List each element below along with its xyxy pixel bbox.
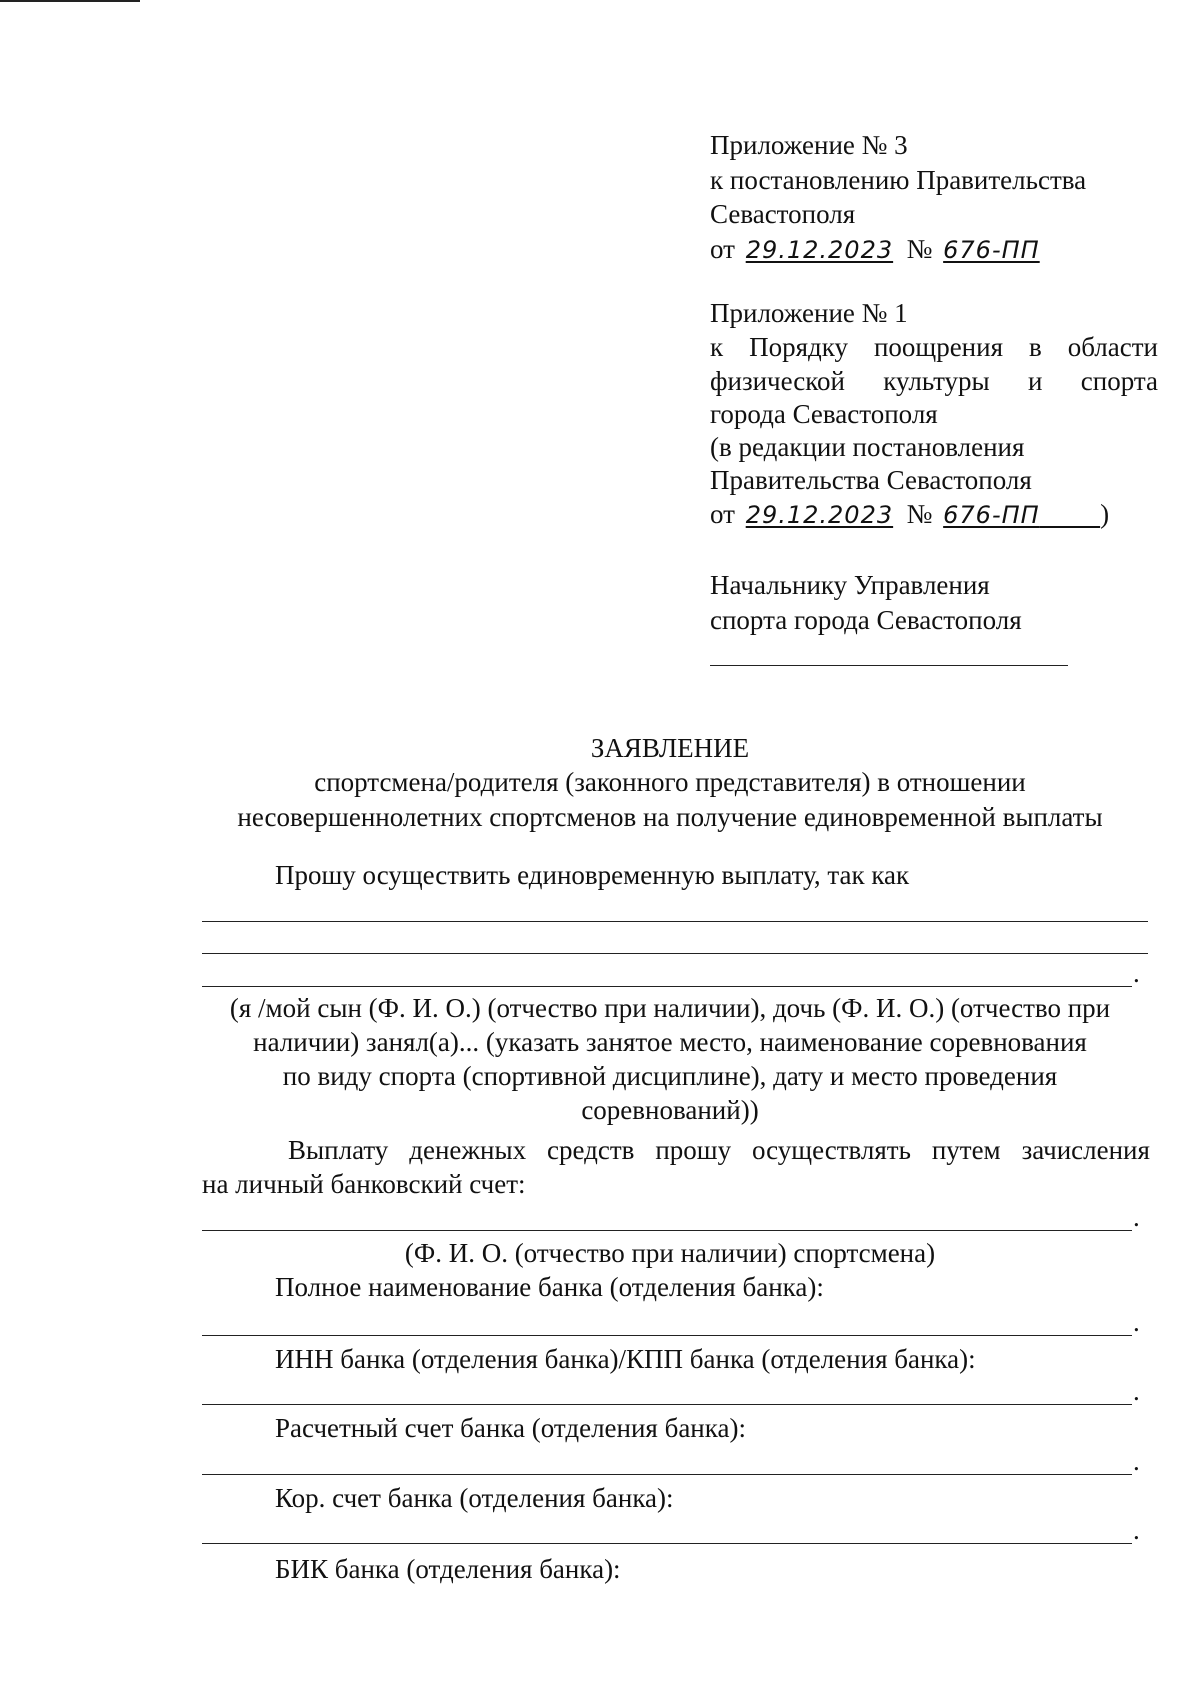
appendix3-date-line <box>710 232 1040 267</box>
appendix3-line3: Севастополя <box>710 199 856 229</box>
date-prefix: от <box>710 234 735 264</box>
bank-account-label: Расчетный счет банка (отделения банка): <box>275 1413 746 1443</box>
payment-line-1 <box>288 1133 1150 1167</box>
handwritten-number: 676-ПП <box>943 501 1040 529</box>
word: и <box>1028 366 1043 396</box>
note-line-3: по виду спорта (спортивной дисциплине), дату и место проведения <box>282 1061 1058 1091</box>
word: области <box>1067 332 1158 362</box>
blank-line <box>202 1230 1132 1231</box>
blank-line <box>202 986 1132 987</box>
blank-line <box>202 1335 1132 1336</box>
underline-fill <box>1040 501 1100 529</box>
appendix1-date-line <box>710 497 1109 532</box>
bank-inn-label: ИНН банка (отделения банка)/КПП банка (отделения банка): <box>275 1344 976 1374</box>
appendix3-title: Приложение № 3 <box>710 130 908 160</box>
note-line-2: наличии) занял(а)... (указать занятое место, наименование соревнования <box>253 1027 1087 1057</box>
blank-line <box>202 1404 1132 1405</box>
note-line-4: соревнований)) <box>581 1095 759 1125</box>
addressee-line1: Начальнику Управления <box>710 570 990 600</box>
request-text: Прошу осуществить единовременную выплату, так как <box>275 860 910 890</box>
line-period: . <box>1133 1202 1140 1232</box>
word: путем <box>931 1135 1001 1165</box>
doc-subtitle-2: несовершеннолетних спортсменов на получение единовременной выплаты <box>237 802 1103 832</box>
addressee-line2: спорта города Севастополя <box>710 605 1022 635</box>
close-paren: ) <box>1100 499 1110 529</box>
appendix1-line6: Правительства Севастополя <box>710 465 1032 495</box>
appendix3-line2: к постановлению Правительства <box>710 165 1087 195</box>
word: средств <box>547 1135 635 1165</box>
word: спорта <box>1080 366 1158 396</box>
word: прошу <box>655 1135 732 1165</box>
appendix1-line4: города Севастополя <box>710 399 938 429</box>
number-prefix: № <box>906 234 933 264</box>
word: к <box>710 332 724 362</box>
handwritten-date: 29.12.2023 <box>745 236 894 264</box>
addressee-blank-line <box>710 665 1068 666</box>
appendix1-line2 <box>710 330 1158 364</box>
bank-bik-label: БИК банка (отделения банка): <box>275 1554 621 1584</box>
word: Порядку <box>749 332 848 362</box>
word: денежных <box>409 1135 527 1165</box>
bank-name-label: Полное наименование банка (отделения банка): <box>275 1272 824 1302</box>
word: в <box>1028 332 1042 362</box>
word: культуры <box>883 366 990 396</box>
word: Выплату <box>288 1135 389 1165</box>
doc-title: ЗАЯВЛЕНИЕ <box>590 733 750 763</box>
line-period: . <box>1133 1446 1140 1476</box>
appendix1-line5: (в редакции постановления <box>710 432 1025 462</box>
word: физической <box>710 366 845 396</box>
appendix1-title: Приложение № 1 <box>710 298 908 328</box>
note-line-1: (я /мой сын (Ф. И. О.) (отчество при наличии), дочь (Ф. И. О.) (отчество при <box>229 993 1111 1023</box>
blank-line <box>202 953 1148 954</box>
fio-caption: (Ф. И. О. (отчество при наличии) спортсмена) <box>404 1238 936 1268</box>
date-prefix: от <box>710 499 735 529</box>
appendix1-line3 <box>710 364 1158 398</box>
blank-line <box>202 921 1148 922</box>
bank-corr-label: Кор. счет банка (отделения банка): <box>275 1483 674 1513</box>
blank-line <box>202 1543 1132 1544</box>
payment-line-2: на личный банковский счет: <box>202 1169 526 1199</box>
handwritten-number: 676-ПП <box>943 236 1040 264</box>
blank-line <box>202 1474 1132 1475</box>
word: осуществлять <box>751 1135 911 1165</box>
handwritten-date: 29.12.2023 <box>745 501 894 529</box>
line-period: . <box>1133 958 1140 988</box>
doc-subtitle-1: спортсмена/родителя (законного представителя) в отношении <box>314 767 1026 797</box>
line-period: . <box>1133 1515 1140 1545</box>
line-period: . <box>1133 1376 1140 1406</box>
number-prefix: № <box>906 499 933 529</box>
scan-edge-mark <box>0 0 140 2</box>
word: поощрения <box>873 332 1003 362</box>
line-period: . <box>1133 1307 1140 1337</box>
word: зачисления <box>1021 1135 1150 1165</box>
